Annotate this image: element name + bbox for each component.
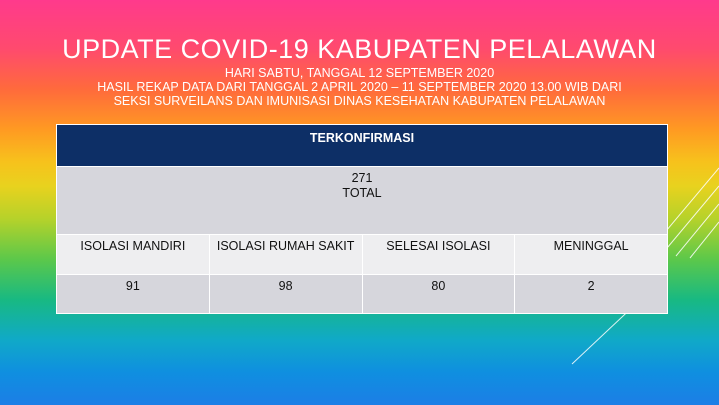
total-label: TOTAL — [342, 186, 382, 200]
subtitle-date: HARI SABTU, TANGGAL 12 SEPTEMBER 2020 — [224, 66, 495, 80]
column-label-selesai-isolasi: SELESAI ISOLASI — [362, 235, 515, 275]
value-isolasi-rumah-sakit: 98 — [209, 275, 362, 314]
value-selesai-isolasi: 80 — [362, 275, 515, 314]
subtitle-source: HASIL REKAP DATA DARI TANGGAL 2 APRIL 2020 – 11 SEPTEMBER 2020 13.00 WIB DARI — [97, 80, 622, 94]
column-label-isolasi-mandiri: ISOLASI MANDIRI — [57, 235, 210, 275]
table-label-row — [57, 235, 668, 275]
subtitle-agency: SEKSI SURVEILANS DAN IMUNISASI DINAS KESEHATAN KABUPATEN PELALAWAN — [113, 94, 606, 108]
column-label-meninggal: MENINGGAL — [515, 235, 668, 275]
table-header-row — [57, 125, 668, 167]
total-value: 271 — [351, 171, 373, 185]
table-header-confirmed: TERKONFIRMASI — [57, 125, 668, 167]
column-label-isolasi-rumah-sakit: ISOLASI RUMAH SAKIT — [209, 235, 362, 275]
value-isolasi-mandiri: 91 — [57, 275, 210, 314]
total-cell — [57, 167, 668, 235]
page-title: UPDATE COVID-19 KABUPATEN PELALAWAN — [62, 34, 657, 64]
covid-summary-table — [56, 124, 668, 314]
table-total-row — [57, 167, 668, 235]
table-value-row — [57, 275, 668, 314]
value-meninggal: 2 — [515, 275, 668, 314]
